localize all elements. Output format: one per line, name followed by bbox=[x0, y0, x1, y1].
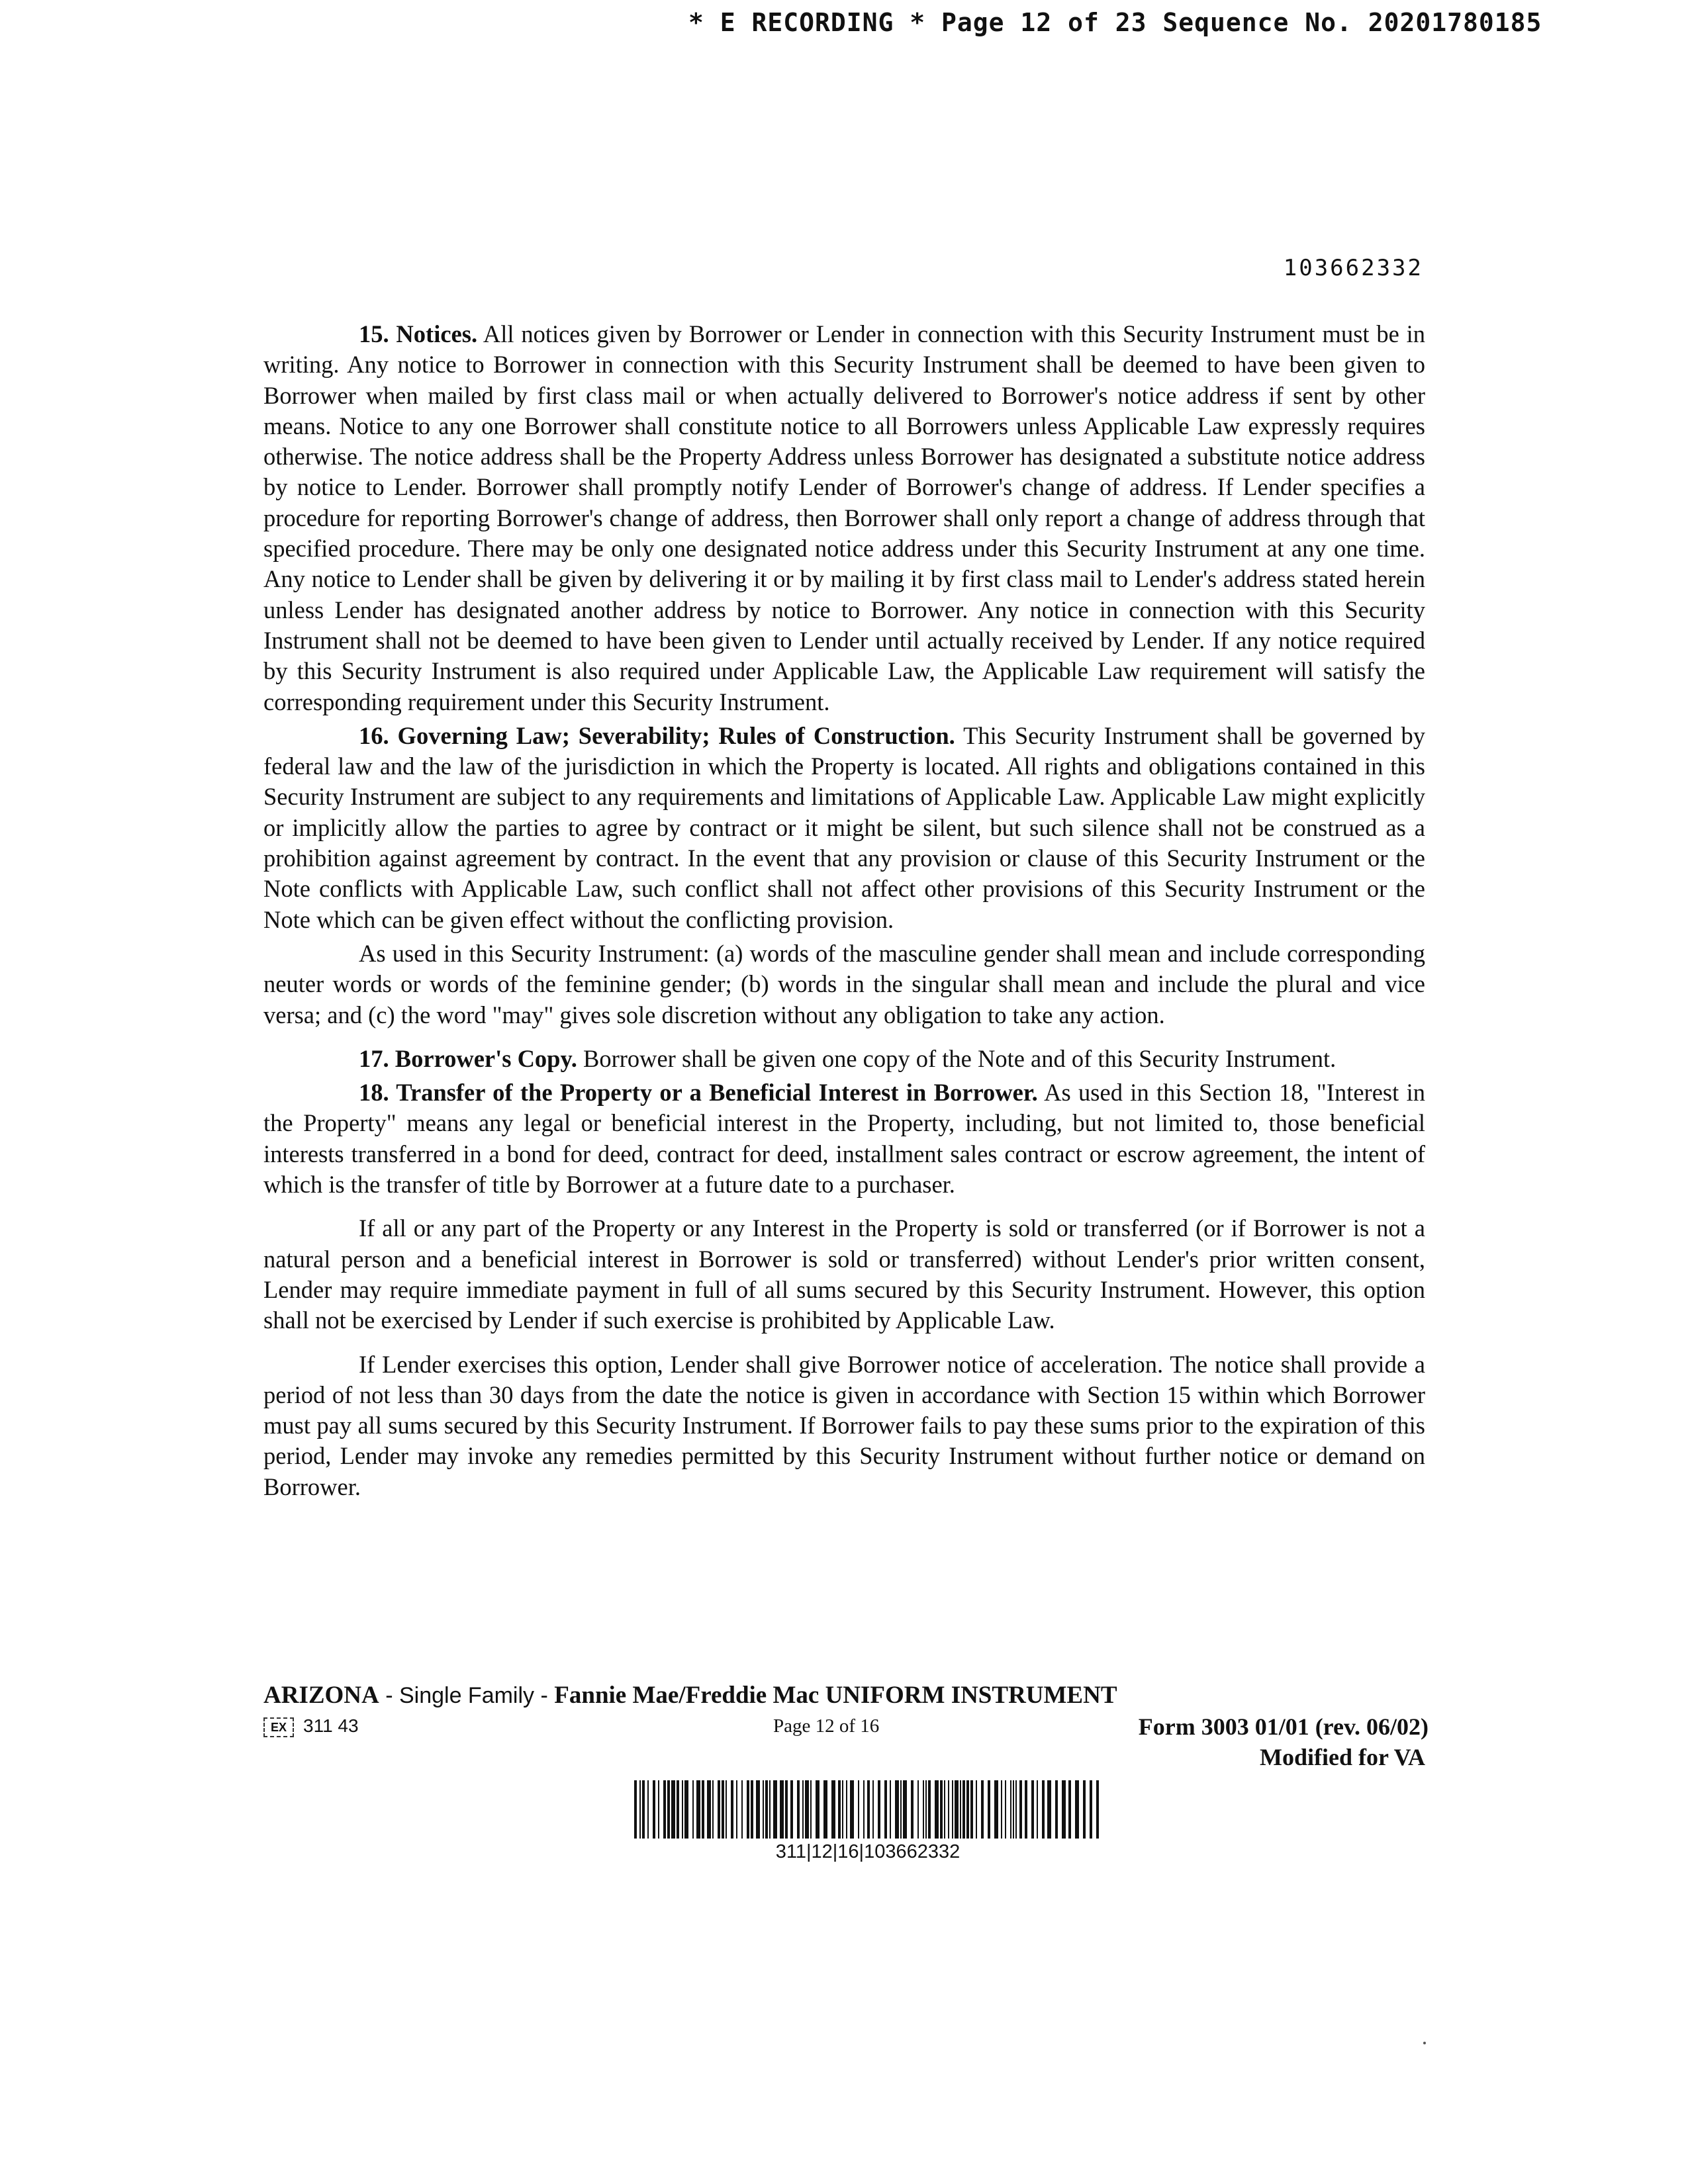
section-title: 18. Transfer of the Property or a Beneficial Interest in Borrower. bbox=[359, 1079, 1038, 1107]
section-title: 15. Notices. bbox=[359, 320, 478, 347]
barcode-bar bbox=[642, 1780, 645, 1839]
barcode-bar bbox=[682, 1780, 683, 1839]
barcode-bar bbox=[890, 1780, 891, 1839]
barcode-bar bbox=[952, 1780, 953, 1839]
barcode-bar bbox=[846, 1780, 847, 1839]
barcode-bar bbox=[960, 1780, 961, 1839]
section-18-paragraph-2: If all or any part of the Property or any Interest in the Property is sold or transferred (or if Borrower is not a natural person and a beneficial interest in Borrower is sold or transferred) without Lender's prior written consent, Lender may require immediate payment in full of all sums secured by this Security Instrument. However, this option shall not be exercised by Lender if such exercise is prohibited by Applicable Law. bbox=[263, 1214, 1425, 1334]
barcode-bar bbox=[928, 1780, 931, 1839]
barcode-bar bbox=[831, 1780, 835, 1839]
barcode-bar bbox=[884, 1780, 887, 1839]
barcode-bar bbox=[917, 1780, 919, 1839]
barcode-bar bbox=[763, 1780, 764, 1839]
barcode-bar bbox=[667, 1780, 670, 1839]
ellie-mae-logo-icon: EX bbox=[263, 1717, 294, 1737]
barcode-bar bbox=[634, 1780, 637, 1839]
barcode-bar bbox=[976, 1780, 977, 1839]
section-16-paragraph-2: As used in this Security Instrument: (a) words of the masculine gender shall mean and include corresponding neuter words or words of the feminine gender; (b) words in the singular shall mean and include the plural and vice versa; and (c) the word "may" gives sole discretion without any obligation to take any action. bbox=[263, 939, 1425, 1028]
barcode-bar bbox=[639, 1780, 641, 1839]
barcode-bar bbox=[872, 1780, 874, 1839]
form-code bbox=[263, 1715, 359, 1737]
barcode-bar bbox=[747, 1780, 749, 1839]
barcode-bar bbox=[903, 1780, 907, 1839]
section-18-paragraph-3: If Lender exercises this option, Lender shall give Borrower notice of acceleration. The notice shall provide a period of not less than 30 days from the date the notice is given in accordance with Section 15 within which Borrower must pay all sums secured by this Security Instrument. If Borrower fails to pay these sums prior to the expiration of this period, Lender may invoke any remedies permitted by this Security Instrument without further notice or demand on Borrower. bbox=[263, 1350, 1425, 1500]
barcode-bar bbox=[1015, 1780, 1017, 1839]
modified-note: Modified for VA bbox=[1259, 1744, 1425, 1770]
barcode-bar bbox=[756, 1780, 760, 1839]
barcode-bar bbox=[658, 1780, 659, 1839]
section-paragraph: All notices given by Borrower or Lender in connection with this Security Instrument must be in writing. Any notice to Borrower in connection with this Security Instrument shall be deemed to have been given to Borrower when mailed by first class mail or when actually delivered to Borrower's notice address if sent by other means. Notice to any one Borrower shall constitute notice to all Borrowers unless Applicable Law expressly requires otherwise. The notice address shall be the Property Address unless Borrower has designated a substitute notice address by notice to Lender. Borrower shall promptly notify Lender of Borrower's change of address. If Lender specifies a procedure for reporting Borrower's change of address, then Borrower shall only report a change of address through that specified procedure. There may be only one designated notice address under this Security Instrument at any one time. Any notice to Lender shall be given by delivering it or by mailing it by first class mail to Lender's address stated herein unless Lender has designated another address by notice to Borrower. Any notice in connection with this Security Instrument shall not be deemed to have been given to Lender until actually received by Lender. If any notice required by this Security Instrument is also required under Applicable Law, the Applicable Law requirement will satisfy the corresponding requirement under this Security Instrument. bbox=[263, 320, 1425, 715]
section-18-transfer bbox=[263, 1077, 1425, 1200]
barcode-bar bbox=[863, 1780, 865, 1839]
section-paragraph: This Security Instrument shall be governed by federal law and the law of the jurisdiction in which the Property is located. All rights and obligations contained in this Security Instrument are subject to any requirements and limitations of Applicable Law. Applicable Law might explicitly or implicitly allow the parties to agree by contract or it might be silent, but such silence shall not be construed as a prohibition against agreement by contract. In the event that any provision or clause of this Security Instrument or the Note conflicts with Applicable Law, such conflict shall not affect other provisions of this Security Instrument or the Note which can be given effect without the conflicting provision. bbox=[263, 721, 1426, 933]
barcode-bar bbox=[810, 1780, 812, 1839]
barcode-bar bbox=[878, 1780, 880, 1839]
page-indicator: Page 12 of 16 bbox=[773, 1715, 880, 1737]
barcode-bar bbox=[790, 1780, 793, 1839]
barcode-bar bbox=[867, 1780, 870, 1839]
form-number: Form 3003 01/01 (rev. 06/02) bbox=[1138, 1713, 1429, 1740]
section-17-borrowers-copy bbox=[263, 1044, 1425, 1074]
barcode-bar bbox=[858, 1780, 859, 1839]
barcode-bar bbox=[925, 1780, 927, 1839]
barcode-bar bbox=[940, 1780, 943, 1839]
barcode-bar bbox=[1025, 1780, 1027, 1839]
barcode-bar bbox=[935, 1780, 939, 1839]
barcode-bar bbox=[895, 1780, 899, 1839]
barcode-bar bbox=[802, 1780, 804, 1839]
barcode-bar bbox=[677, 1780, 679, 1839]
document-number: 103662332 bbox=[1283, 255, 1423, 281]
barcode-bar bbox=[718, 1780, 720, 1839]
barcode-bar bbox=[707, 1780, 711, 1839]
barcode-bar bbox=[722, 1780, 724, 1839]
barcode-bar bbox=[805, 1780, 809, 1839]
barcode-bar bbox=[962, 1780, 965, 1839]
barcode-bar bbox=[1068, 1780, 1071, 1839]
section-15-notices bbox=[263, 319, 1425, 717]
barcode-bar bbox=[911, 1780, 914, 1839]
barcode-bar bbox=[647, 1780, 649, 1839]
barcode-bar bbox=[955, 1780, 959, 1839]
footer-separator: - bbox=[379, 1683, 399, 1708]
barcode-bar bbox=[751, 1780, 753, 1839]
barcode-bar bbox=[1013, 1780, 1014, 1839]
section-16-governing-law bbox=[263, 721, 1425, 935]
barcode-bar bbox=[712, 1780, 714, 1839]
barcode-bar bbox=[653, 1780, 655, 1839]
form-code-number: 311 43 bbox=[303, 1715, 359, 1736]
barcode-bar bbox=[765, 1780, 768, 1839]
footer-info-row bbox=[263, 1713, 1429, 1746]
barcode-bar bbox=[948, 1780, 949, 1839]
barcode-bar bbox=[1096, 1780, 1099, 1839]
barcode-bar bbox=[702, 1780, 704, 1839]
barcode-bar bbox=[1019, 1780, 1022, 1839]
barcode-bar bbox=[1005, 1780, 1006, 1839]
barcode-bar bbox=[663, 1780, 666, 1839]
barcode-bar bbox=[850, 1780, 854, 1839]
barcode-bar bbox=[838, 1780, 841, 1839]
barcode-bar bbox=[988, 1780, 990, 1839]
section-paragraph: As used in this Section 18, "Interest in the Property" means any legal or beneficial interest in the Property, including, but not limited to, those beneficial interests transferred in a bond for deed, contract for deed, installment sales contract or escrow agreement, the intent of which is the transfer of title by Borrower at a future date to a purchaser. bbox=[263, 1079, 1425, 1199]
section-title: 16. Governing Law; Severability; Rules of Construction. bbox=[359, 721, 955, 749]
barcode-number: 311|12|16|103662332 bbox=[775, 1841, 961, 1862]
barcode-bar bbox=[726, 1780, 727, 1839]
barcode-bar bbox=[671, 1780, 675, 1839]
barcode-bar bbox=[816, 1780, 820, 1839]
footer-separator: - bbox=[534, 1683, 555, 1708]
barcode-bar bbox=[981, 1780, 984, 1839]
barcode-bar bbox=[994, 1780, 998, 1839]
barcode-bar bbox=[1042, 1780, 1045, 1839]
barcode-bar bbox=[970, 1780, 973, 1839]
barcode-bar bbox=[966, 1780, 969, 1839]
barcode-bar bbox=[785, 1780, 788, 1839]
barcode-bar bbox=[923, 1780, 924, 1839]
barcode-bar bbox=[944, 1780, 945, 1839]
barcode-bar bbox=[696, 1780, 700, 1839]
footer-form-title bbox=[263, 1681, 1389, 1709]
barcode-bar bbox=[769, 1780, 771, 1839]
barcode-bar bbox=[1037, 1780, 1038, 1839]
barcode-bar bbox=[731, 1780, 733, 1839]
barcode-bar bbox=[823, 1780, 827, 1839]
barcode-bar bbox=[1075, 1780, 1079, 1839]
barcode-bar bbox=[1031, 1780, 1034, 1839]
section-paragraph: Borrower shall be given one copy of the Note and of this Security Instrument. bbox=[583, 1044, 1336, 1072]
barcode-bar bbox=[797, 1780, 800, 1839]
barcode-bar bbox=[1062, 1780, 1066, 1839]
barcode-bar bbox=[736, 1780, 737, 1839]
barcode-bar bbox=[1090, 1780, 1092, 1839]
barcode-bar bbox=[1010, 1780, 1011, 1839]
scan-speck bbox=[1423, 2042, 1426, 2044]
footer-state: ARIZONA bbox=[263, 1682, 379, 1709]
footer-instrument: Fannie Mae/Freddie Mac UNIFORM INSTRUMENT bbox=[554, 1682, 1117, 1709]
barcode-bar bbox=[1001, 1780, 1002, 1839]
barcode-bar bbox=[1083, 1780, 1086, 1839]
barcode-bar bbox=[900, 1780, 902, 1839]
barcode-bar bbox=[684, 1780, 688, 1839]
barcode-bar bbox=[1047, 1780, 1051, 1839]
barcode-bar bbox=[692, 1780, 694, 1839]
recording-header: * E RECORDING * Page 12 of 23 Sequence No. 20201780185 bbox=[688, 8, 1542, 37]
barcode-bar bbox=[773, 1780, 777, 1839]
barcode-bar bbox=[780, 1780, 784, 1839]
barcode-bar bbox=[842, 1780, 843, 1839]
footer-family-type: Single Family bbox=[399, 1683, 535, 1708]
barcode-bar bbox=[1055, 1780, 1058, 1839]
barcode-bar bbox=[741, 1780, 743, 1839]
barcode bbox=[634, 1780, 1102, 1839]
document-body bbox=[263, 319, 1425, 1506]
section-title: 17. Borrower's Copy. bbox=[359, 1044, 577, 1072]
